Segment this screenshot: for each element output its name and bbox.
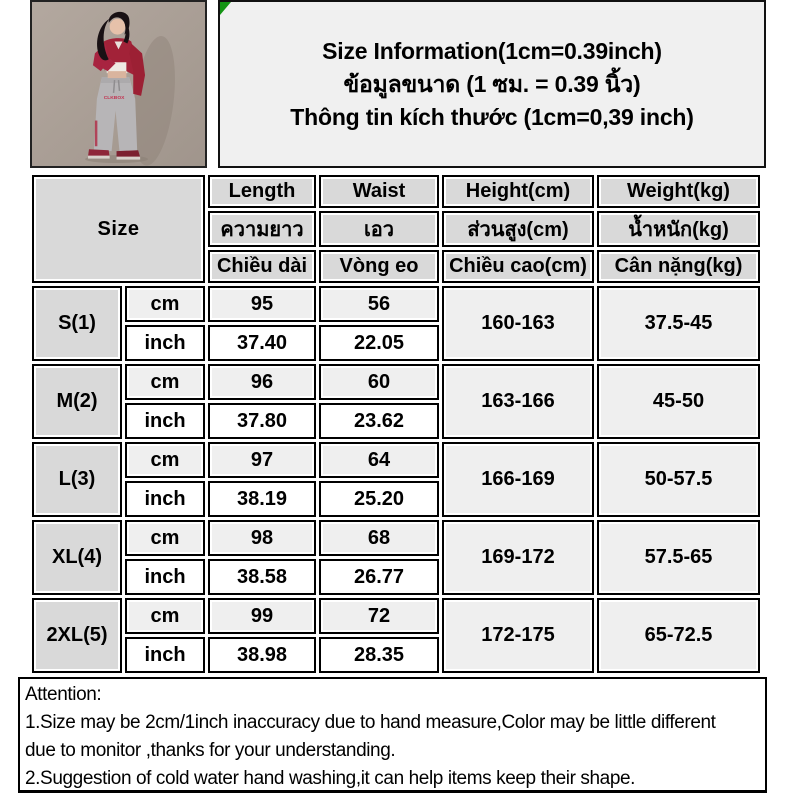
col-header-weight-en: Weight(kg) bbox=[597, 175, 760, 208]
waist-inch-value: 25.20 bbox=[319, 481, 439, 517]
col-header-height-th: ส่วนสูง(cm) bbox=[442, 211, 594, 247]
unit-cm-cell: cm bbox=[125, 520, 205, 556]
weight-range-cell: 37.5-45 bbox=[597, 286, 760, 361]
weight-range-cell: 57.5-65 bbox=[597, 520, 760, 595]
unit-cm-cell: cm bbox=[125, 598, 205, 634]
attention-line-3: 2.Suggestion of cold water hand washing,it can help items keep their shape. bbox=[25, 768, 636, 789]
waist-cm-value: 68 bbox=[319, 520, 439, 556]
length-inch-value: 38.19 bbox=[208, 481, 316, 517]
col-header-length-th: ความยาว bbox=[208, 211, 316, 247]
col-header-length-vi: Chiều dài bbox=[208, 250, 316, 283]
col-header-weight-vi: Cân nặng(kg) bbox=[597, 250, 760, 283]
unit-cm-cell: cm bbox=[125, 286, 205, 322]
waist-inch-value: 28.35 bbox=[319, 637, 439, 673]
length-cm-value: 97 bbox=[208, 442, 316, 478]
height-range-cell: 160-163 bbox=[442, 286, 594, 361]
size-name-cell: L(3) bbox=[32, 442, 122, 517]
weight-range-cell: 50-57.5 bbox=[597, 442, 760, 517]
unit-inch-cell: inch bbox=[125, 325, 205, 361]
size-table bbox=[29, 172, 763, 676]
waist-cm-value: 72 bbox=[319, 598, 439, 634]
height-range-cell: 172-175 bbox=[442, 598, 594, 673]
waist-cm-value: 60 bbox=[319, 364, 439, 400]
attention-box bbox=[18, 677, 767, 793]
size-name-cell: S(1) bbox=[32, 286, 122, 361]
col-header-height-vi: Chiều cao(cm) bbox=[442, 250, 594, 283]
corner-triangle-icon bbox=[220, 2, 231, 15]
col-header-waist-en: Waist bbox=[319, 175, 439, 208]
title-vietnamese: Thông tin kích thước (1cm=0,39 inch) bbox=[290, 103, 694, 130]
title-panel bbox=[218, 0, 766, 168]
length-inch-value: 37.80 bbox=[208, 403, 316, 439]
model-photo-illustration bbox=[32, 2, 205, 166]
waist-inch-value: 26.77 bbox=[319, 559, 439, 595]
title-english: Size Information(1cm=0.39inch) bbox=[322, 37, 662, 64]
size-name-cell: 2XL(5) bbox=[32, 598, 122, 673]
unit-inch-cell: inch bbox=[125, 637, 205, 673]
waist-inch-value: 22.05 bbox=[319, 325, 439, 361]
waist-inch-value: 23.62 bbox=[319, 403, 439, 439]
col-header-length-en: Length bbox=[208, 175, 316, 208]
unit-inch-cell: inch bbox=[125, 559, 205, 595]
length-cm-value: 99 bbox=[208, 598, 316, 634]
col-header-waist-th: เอว bbox=[319, 211, 439, 247]
length-cm-value: 98 bbox=[208, 520, 316, 556]
waist-cm-value: 56 bbox=[319, 286, 439, 322]
size-name-cell: M(2) bbox=[32, 364, 122, 439]
product-photo bbox=[30, 0, 207, 168]
length-inch-value: 38.58 bbox=[208, 559, 316, 595]
svg-text:CLKBOX: CLKBOX bbox=[103, 95, 125, 101]
size-header-cell: Size bbox=[32, 175, 205, 283]
unit-cm-cell: cm bbox=[125, 364, 205, 400]
length-inch-value: 38.98 bbox=[208, 637, 316, 673]
attention-line-1: 1.Size may be 2cm/1inch inaccuracy due to hand measure,Color may be little different bbox=[25, 712, 716, 733]
height-range-cell: 163-166 bbox=[442, 364, 594, 439]
attention-line-2: due to monitor ,thanks for your understanding. bbox=[25, 740, 396, 761]
title-thai: ข้อมูลขนาด (1 ซม. = 0.39 นิ้ว) bbox=[343, 70, 641, 97]
length-cm-value: 95 bbox=[208, 286, 316, 322]
height-range-cell: 166-169 bbox=[442, 442, 594, 517]
unit-inch-cell: inch bbox=[125, 481, 205, 517]
length-cm-value: 96 bbox=[208, 364, 316, 400]
col-header-waist-vi: Vòng eo bbox=[319, 250, 439, 283]
length-inch-value: 37.40 bbox=[208, 325, 316, 361]
unit-inch-cell: inch bbox=[125, 403, 205, 439]
col-header-height-en: Height(cm) bbox=[442, 175, 594, 208]
unit-cm-cell: cm bbox=[125, 442, 205, 478]
col-header-weight-th: น้ำหนัก(kg) bbox=[597, 211, 760, 247]
weight-range-cell: 45-50 bbox=[597, 364, 760, 439]
attention-heading: Attention: bbox=[25, 684, 102, 705]
waist-cm-value: 64 bbox=[319, 442, 439, 478]
height-range-cell: 169-172 bbox=[442, 520, 594, 595]
weight-range-cell: 65-72.5 bbox=[597, 598, 760, 673]
size-name-cell: XL(4) bbox=[32, 520, 122, 595]
